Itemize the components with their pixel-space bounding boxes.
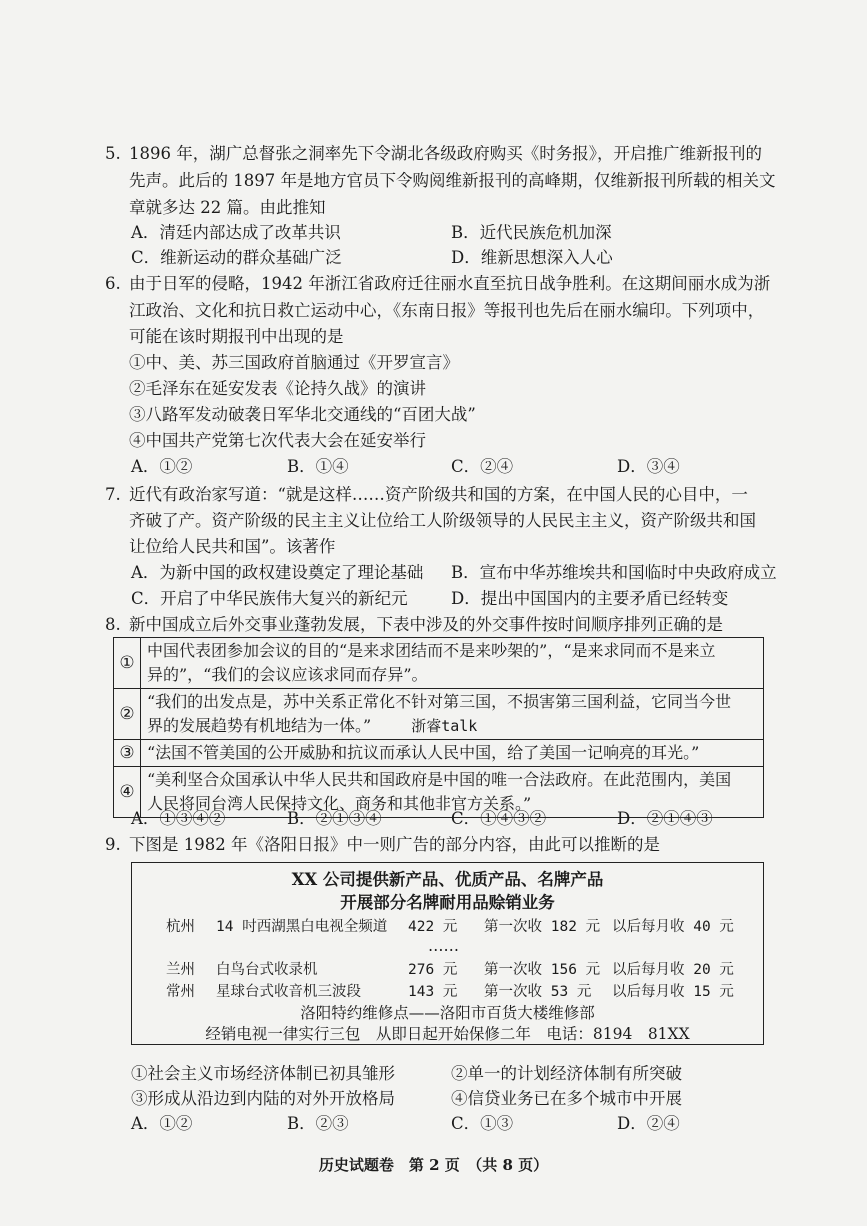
option-d: D．提出中国国内的主要矛盾已经转变 (451, 589, 729, 608)
row-text (141, 689, 764, 740)
question-number: 7. (105, 485, 121, 504)
ad-subtitle: 开展部分名牌耐用品赊销业务 (340, 893, 555, 912)
question-text-line: 1896 年，湖广总督张之洞率先下令湖北各级政府购买《时务报》，开启推广维新报刊的 (129, 144, 762, 163)
question-text-line: 齐破了产。资产阶级的民主主义让位给工人阶级领导的人民民主主义，资产阶级共和国 (129, 511, 756, 530)
option-a: A．为新中国的政权建设奠定了理论基础 (131, 563, 424, 582)
ad-city: 杭州 (166, 919, 195, 935)
statement-item: ①中、美、苏三国政府首脑通过《开罗宣言》 (129, 353, 459, 372)
ad-repair-point: 洛阳特约维修点——洛阳市百货大楼维修部 (300, 1004, 595, 1022)
ad-monthly-payment: 以后每月收 20 元 (612, 962, 734, 978)
ad-title: XX 公司提供新产品、优质产品、名牌产品 (291, 870, 604, 889)
option-d: D．②①④③ (617, 809, 713, 828)
row-text-line: 人民将同台湾人民保持文化、商务和其他非官方关系。” (147, 794, 532, 813)
question-number: 6. (105, 274, 121, 293)
ad-city: 兰州 (166, 962, 195, 978)
ad-city: 常州 (166, 984, 195, 1000)
statement-item: ②单一的计划经济体制有所突破 (451, 1064, 682, 1083)
ad-item: 星球台式收音机三波段 (216, 984, 361, 1000)
ad-price: 422 元 (408, 919, 458, 935)
statement-item: ③形成从沿边到内陆的对外开放格局 (131, 1089, 395, 1108)
question-text-line: 章就多达 22 篇。由此推知 (129, 198, 326, 217)
row-text-fragment: 界的发展趋势有机地结为一体。” (147, 716, 372, 735)
option-b: B．宣布中华苏维埃共和国临时中央政府成立 (451, 563, 777, 582)
question-text-line: 先声。此后的 1897 年是地方官员下令购阅维新报刊的高峰期，仅维新报刊所载的相关文 (129, 171, 776, 190)
row-number: ② (114, 689, 141, 740)
question-text-line: 由于日军的侵略，1942 年浙江省政府迁往丽水直至抗日战争胜利。在这期间丽水成为浙 (129, 274, 771, 293)
option-b: B．近代民族危机加深 (451, 223, 612, 242)
row-text-line: 异的”，“我们的会议应该求同而存异”。 (147, 665, 428, 684)
statement-item: ②毛泽东在延安发表《论持久战》的演讲 (129, 379, 426, 398)
watermark-text: 浙睿talk (411, 717, 478, 735)
option-d: D．维新思想深入人心 (451, 248, 613, 267)
option-c: C．①④③② (451, 809, 547, 828)
ad-price: 276 元 (408, 962, 458, 978)
question-number: 8. (105, 615, 121, 634)
row-text-line: 中国代表团参加会议的目的“是来求团结而不是来吵架的”，“是来求同而不是来立 (147, 641, 716, 660)
option-a: A．①② (131, 1114, 193, 1133)
ad-price: 143 元 (408, 984, 458, 1000)
option-c: C．维新运动的群众基础广泛 (131, 248, 342, 267)
question-stem: 下图是 1982 年《洛阳日报》中一则广告的部分内容，由此可以推断的是 (129, 835, 660, 854)
row-number: ④ (114, 767, 141, 818)
table-row (114, 638, 764, 689)
row-text (141, 638, 764, 689)
question-text-line: 江政治、文化和抗日救亡运动中心，《东南日报》等报刊也先后在丽水编印。下列项中， (129, 301, 765, 320)
statement-item: ④中国共产党第七次代表大会在延安举行 (129, 431, 426, 450)
row-number: ① (114, 638, 141, 689)
table-row (114, 689, 764, 740)
ad-first-payment: 第一次收 53 元 (484, 984, 592, 1000)
statement-item: ④信贷业务已在多个城市中开展 (451, 1089, 682, 1108)
diplomacy-events-table (113, 637, 764, 818)
question-number: 5. (105, 144, 121, 163)
option-a: A．清廷内部达成了改革共识 (131, 223, 341, 242)
option-b: B．②③ (287, 1114, 349, 1133)
ad-ellipsis: …… (428, 937, 459, 955)
ad-item: 14 吋西湖黑白电视全频道 (216, 919, 388, 935)
question-text-line: 近代有政治家写道：“就是这样……资产阶级共和国的方案，在中国人民的心目中，一 (129, 485, 748, 504)
ad-monthly-payment: 以后每月收 15 元 (612, 984, 734, 1000)
ad-first-payment: 第一次收 182 元 (484, 919, 601, 935)
ad-warranty: 经销电视一律实行三包 从即日起开始保修二年 电话：8194 81XX (205, 1025, 690, 1043)
option-d: D．②④ (617, 1114, 680, 1133)
statement-item: ①社会主义市场经济体制已初具雏形 (131, 1064, 395, 1083)
question-number: 9. (105, 835, 121, 854)
question-text-line: 让位给人民共和国”。该著作 (129, 537, 336, 556)
question-text-line: 可能在该时期报刊中出现的是 (129, 327, 344, 346)
ad-monthly-payment: 以后每月收 40 元 (612, 919, 734, 935)
row-text (141, 740, 764, 767)
newspaper-ad-box (131, 862, 764, 1045)
option-c: C．②④ (451, 457, 514, 476)
row-text-line (147, 714, 757, 738)
row-number: ③ (114, 740, 141, 767)
row-text-line: “法国不管美国的公开威胁和抗议而承认人民中国，给了美国一记响亮的耳光。” (147, 743, 700, 762)
ad-first-payment: 第一次收 156 元 (484, 962, 601, 978)
question-stem: 新中国成立后外交事业蓬勃发展，下表中涉及的外交事件按时间顺序排列正确的是 (129, 615, 723, 634)
option-a: A．①③④② (131, 809, 226, 828)
ad-item: 白鸟台式收录机 (216, 962, 318, 978)
option-d: D．③④ (617, 457, 680, 476)
option-c: C．①③ (451, 1114, 514, 1133)
row-text-line: “美利坚合众国承认中华人民共和国政府是中国的唯一合法政府。在此范围内，美国 (147, 770, 732, 789)
option-b: B．①④ (287, 457, 349, 476)
table-row (114, 740, 764, 767)
statement-item: ③八路军发动破袭日军华北交通线的“百团大战” (129, 405, 476, 424)
row-text-line: “我们的出发点是，苏中关系正常化不针对第三国，不损害第三国利益，它同当今世 (147, 692, 732, 711)
option-b: B．②①③④ (287, 809, 382, 828)
option-c: C．开启了中华民族伟大复兴的新纪元 (131, 589, 408, 608)
page-footer: 历史试题卷 第 2 页 （共 8 页） (318, 1156, 549, 1174)
option-a: A．①② (131, 457, 193, 476)
